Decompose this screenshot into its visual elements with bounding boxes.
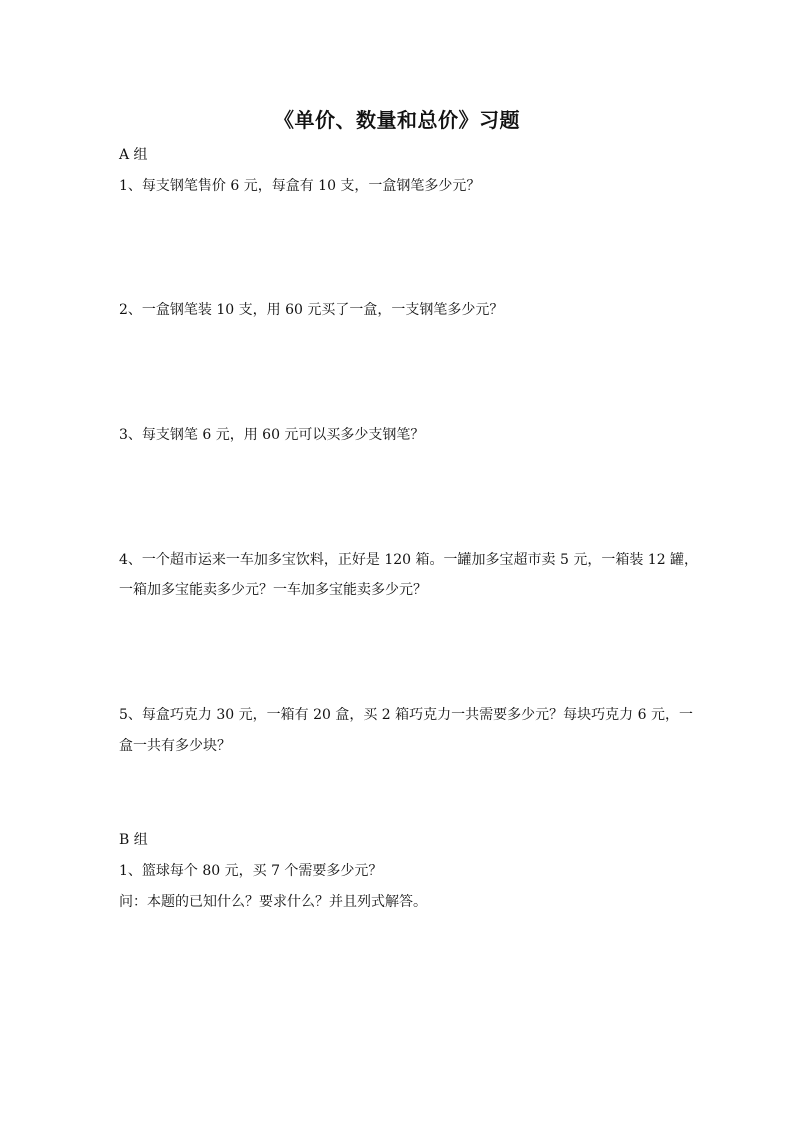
document-title: 《单价、数量和总价》习题 bbox=[274, 108, 520, 132]
question-a5-line1: 5、每盒巧克力 30 元，一箱有 20 盒，买 2 箱巧克力一共需要多少元？每块巧克力 6 元，一 bbox=[119, 707, 693, 723]
question-b1-prompt: 问：本题的已知什么？要求什么？并且列式解答。 bbox=[119, 894, 427, 910]
question-a1: 1、每支钢笔售价 6 元，每盒有 10 支，一盒钢笔多少元？ bbox=[119, 178, 481, 194]
question-a4-line2: 一箱加多宝能卖多少元？一车加多宝能卖多少元？ bbox=[119, 582, 427, 598]
group-a-heading: A 组 bbox=[119, 147, 148, 163]
question-a5-line2: 盒一共有多少块？ bbox=[119, 738, 231, 754]
question-b1: 1、篮球每个 80 元，买 7 个需要多少元？ bbox=[119, 863, 383, 879]
question-a4-line1: 4、一个超市运来一车加多宝饮料，正好是 120 箱。一罐加多宝超市卖 5 元，一箱装 12 罐， bbox=[119, 552, 699, 568]
group-b-heading: B 组 bbox=[119, 832, 148, 848]
question-a2: 2、一盒钢笔装 10 支，用 60 元买了一盒，一支钢笔多少元？ bbox=[119, 302, 504, 318]
question-a3: 3、每支钢笔 6 元，用 60 元可以买多少支钢笔？ bbox=[119, 427, 425, 443]
